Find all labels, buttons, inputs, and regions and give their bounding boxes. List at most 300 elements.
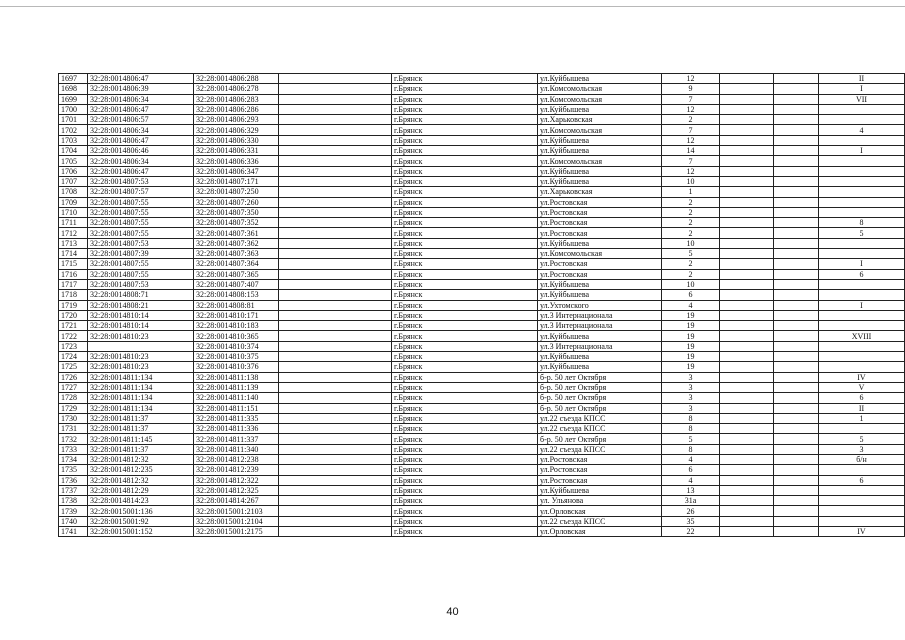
row-number: 1705 — [59, 156, 88, 166]
street-cell: ул.Орловская — [538, 527, 662, 537]
city-cell: г.Брянск — [392, 382, 538, 392]
empty-cell — [279, 413, 392, 423]
empty-cell — [774, 424, 819, 434]
city-cell: г.Брянск — [392, 362, 538, 372]
table-row — [59, 146, 905, 156]
empty-cell — [720, 74, 774, 84]
house-number-cell: 2 — [662, 228, 720, 238]
street-cell: ул.22 съезда КПСС — [538, 413, 662, 423]
premises-number-cell — [819, 115, 905, 125]
land-cadastral-number: 32:28:0014811:37 — [88, 413, 194, 423]
object-cadastral-number: 32:28:0014807:362 — [194, 238, 279, 248]
empty-cell — [774, 207, 819, 217]
object-cadastral-number: 32:28:0014806:283 — [194, 94, 279, 104]
row-number: 1726 — [59, 372, 88, 382]
city-cell: г.Брянск — [392, 218, 538, 228]
city-cell: г.Брянск — [392, 454, 538, 464]
table-row — [59, 249, 905, 259]
house-number-cell: 13 — [662, 485, 720, 495]
row-number: 1720 — [59, 310, 88, 320]
premises-number-cell: XVIII — [819, 331, 905, 341]
row-number: 1721 — [59, 321, 88, 331]
empty-cell — [774, 94, 819, 104]
row-number: 1708 — [59, 187, 88, 197]
land-cadastral-number: 32:28:0014810:23 — [88, 362, 194, 372]
land-cadastral-number: 32:28:0014810:23 — [88, 331, 194, 341]
empty-cell — [720, 434, 774, 444]
empty-cell — [774, 527, 819, 537]
land-cadastral-number: 32:28:0014808:21 — [88, 300, 194, 310]
house-number-cell: 19 — [662, 331, 720, 341]
street-cell: ул.Куйбышева — [538, 352, 662, 362]
object-cadastral-number: 32:28:0014807:365 — [194, 269, 279, 279]
city-cell: г.Брянск — [392, 506, 538, 516]
table-row — [59, 176, 905, 186]
empty-cell — [279, 403, 392, 413]
empty-cell — [720, 475, 774, 485]
city-cell: г.Брянск — [392, 424, 538, 434]
premises-number-cell: 6 — [819, 393, 905, 403]
table-row — [59, 465, 905, 475]
row-number: 1714 — [59, 249, 88, 259]
empty-cell — [279, 516, 392, 526]
table-row — [59, 403, 905, 413]
street-cell: ул.Ростовская — [538, 207, 662, 217]
empty-cell — [774, 218, 819, 228]
row-number: 1725 — [59, 362, 88, 372]
house-number-cell: 1 — [662, 187, 720, 197]
object-cadastral-number: 32:28:0014810:183 — [194, 321, 279, 331]
premises-number-cell: II — [819, 74, 905, 84]
object-cadastral-number: 32:28:0014812:239 — [194, 465, 279, 475]
city-cell: г.Брянск — [392, 485, 538, 495]
city-cell: г.Брянск — [392, 321, 538, 331]
table-row — [59, 454, 905, 464]
empty-cell — [279, 496, 392, 506]
house-number-cell: 31а — [662, 496, 720, 506]
empty-cell — [774, 197, 819, 207]
empty-cell — [774, 84, 819, 94]
table-row — [59, 259, 905, 269]
premises-number-cell — [819, 321, 905, 331]
land-cadastral-number: 32:28:0014807:55 — [88, 269, 194, 279]
city-cell: г.Брянск — [392, 135, 538, 145]
street-cell: ул.Ростовская — [538, 228, 662, 238]
row-number: 1700 — [59, 104, 88, 114]
object-cadastral-number: 32:28:0014806:278 — [194, 84, 279, 94]
empty-cell — [279, 115, 392, 125]
house-number-cell: 35 — [662, 516, 720, 526]
city-cell: г.Брянск — [392, 259, 538, 269]
empty-cell — [279, 424, 392, 434]
land-cadastral-number: 32:28:0014812:32 — [88, 475, 194, 485]
premises-number-cell: б/н — [819, 454, 905, 464]
city-cell: г.Брянск — [392, 352, 538, 362]
empty-cell — [774, 382, 819, 392]
row-number: 1739 — [59, 506, 88, 516]
street-cell: ул.Куйбышева — [538, 104, 662, 114]
empty-cell — [774, 310, 819, 320]
table-row — [59, 310, 905, 320]
city-cell: г.Брянск — [392, 74, 538, 84]
empty-cell — [279, 125, 392, 135]
row-number: 1734 — [59, 454, 88, 464]
premises-number-cell — [819, 341, 905, 351]
street-cell: б-р. 50 лет Октября — [538, 434, 662, 444]
land-cadastral-number: 32:28:0014811:134 — [88, 393, 194, 403]
street-cell: ул.Ростовская — [538, 454, 662, 464]
row-number: 1731 — [59, 424, 88, 434]
object-cadastral-number: 32:28:0014806:336 — [194, 156, 279, 166]
row-number: 1712 — [59, 228, 88, 238]
row-number: 1740 — [59, 516, 88, 526]
table-row — [59, 352, 905, 362]
row-number: 1733 — [59, 444, 88, 454]
street-cell: ул.Куйбышева — [538, 485, 662, 495]
object-cadastral-number: 32:28:0014807:250 — [194, 187, 279, 197]
empty-cell — [720, 84, 774, 94]
object-cadastral-number: 32:28:0014812:238 — [194, 454, 279, 464]
city-cell: г.Брянск — [392, 527, 538, 537]
empty-cell — [720, 125, 774, 135]
premises-number-cell: 5 — [819, 434, 905, 444]
registry-table — [58, 73, 905, 537]
land-cadastral-number: 32:28:0014811:37 — [88, 424, 194, 434]
empty-cell — [720, 300, 774, 310]
house-number-cell: 5 — [662, 434, 720, 444]
premises-number-cell — [819, 135, 905, 145]
land-cadastral-number: 32:28:0014807:55 — [88, 207, 194, 217]
empty-cell — [720, 166, 774, 176]
land-cadastral-number: 32:28:0014807:53 — [88, 176, 194, 186]
city-cell: г.Брянск — [392, 125, 538, 135]
premises-number-cell — [819, 290, 905, 300]
row-number: 1698 — [59, 84, 88, 94]
empty-cell — [774, 352, 819, 362]
house-number-cell: 3 — [662, 403, 720, 413]
street-cell: ул.Ростовская — [538, 475, 662, 485]
object-cadastral-number: 32:28:0014806:293 — [194, 115, 279, 125]
row-number: 1701 — [59, 115, 88, 125]
empty-cell — [720, 403, 774, 413]
empty-cell — [279, 393, 392, 403]
street-cell: ул.Харьковская — [538, 115, 662, 125]
premises-number-cell — [819, 424, 905, 434]
street-cell: ул.Харьковская — [538, 187, 662, 197]
house-number-cell: 2 — [662, 207, 720, 217]
house-number-cell: 22 — [662, 527, 720, 537]
city-cell: г.Брянск — [392, 146, 538, 156]
street-cell: ул.Куйбышева — [538, 290, 662, 300]
object-cadastral-number: 32:28:0014811:139 — [194, 382, 279, 392]
object-cadastral-number: 32:28:0014806:347 — [194, 166, 279, 176]
city-cell: г.Брянск — [392, 300, 538, 310]
house-number-cell: 7 — [662, 125, 720, 135]
land-cadastral-number: 32:28:0014811:134 — [88, 382, 194, 392]
street-cell: ул.Комсомольская — [538, 125, 662, 135]
empty-cell — [279, 269, 392, 279]
empty-cell — [720, 454, 774, 464]
empty-cell — [720, 104, 774, 114]
land-cadastral-number: 32:28:0014807:53 — [88, 238, 194, 248]
empty-cell — [279, 238, 392, 248]
table-row — [59, 362, 905, 372]
empty-cell — [720, 94, 774, 104]
empty-cell — [774, 156, 819, 166]
empty-cell — [279, 341, 392, 351]
house-number-cell: 8 — [662, 424, 720, 434]
empty-cell — [720, 331, 774, 341]
object-cadastral-number: 32:28:0014807:364 — [194, 259, 279, 269]
city-cell: г.Брянск — [392, 176, 538, 186]
house-number-cell: 5 — [662, 249, 720, 259]
city-cell: г.Брянск — [392, 156, 538, 166]
empty-cell — [279, 434, 392, 444]
row-number: 1737 — [59, 485, 88, 495]
street-cell: ул.Куйбышева — [538, 74, 662, 84]
street-cell: ул.Ростовская — [538, 259, 662, 269]
table-row — [59, 187, 905, 197]
empty-cell — [774, 187, 819, 197]
land-cadastral-number — [88, 341, 194, 351]
land-cadastral-number: 32:28:0014810:14 — [88, 321, 194, 331]
table-row — [59, 382, 905, 392]
city-cell: г.Брянск — [392, 393, 538, 403]
empty-cell — [774, 403, 819, 413]
empty-cell — [720, 465, 774, 475]
object-cadastral-number: 32:28:0014806:330 — [194, 135, 279, 145]
object-cadastral-number: 32:28:0014811:138 — [194, 372, 279, 382]
street-cell: ул.22 съезда КПСС — [538, 516, 662, 526]
object-cadastral-number: 32:28:0014810:374 — [194, 341, 279, 351]
empty-cell — [774, 465, 819, 475]
registry-table-body — [59, 74, 905, 537]
street-cell: б-р. 50 лет Октября — [538, 372, 662, 382]
street-cell: ул.Ухтомского — [538, 300, 662, 310]
row-number: 1716 — [59, 269, 88, 279]
object-cadastral-number: 32:28:0014811:140 — [194, 393, 279, 403]
house-number-cell: 12 — [662, 74, 720, 84]
row-number: 1719 — [59, 300, 88, 310]
street-cell: б-р. 50 лет Октября — [538, 403, 662, 413]
table-row — [59, 228, 905, 238]
premises-number-cell — [819, 506, 905, 516]
empty-cell — [774, 434, 819, 444]
table-row — [59, 485, 905, 495]
empty-cell — [774, 506, 819, 516]
premises-number-cell — [819, 485, 905, 495]
empty-cell — [720, 259, 774, 269]
object-cadastral-number: 32:28:0014806:288 — [194, 74, 279, 84]
premises-number-cell: I — [819, 259, 905, 269]
empty-cell — [720, 382, 774, 392]
object-cadastral-number: 32:28:0014814:267 — [194, 496, 279, 506]
street-cell: ул.22 съезда КПСС — [538, 444, 662, 454]
empty-cell — [774, 300, 819, 310]
empty-cell — [279, 352, 392, 362]
city-cell: г.Брянск — [392, 279, 538, 289]
empty-cell — [720, 156, 774, 166]
empty-cell — [774, 444, 819, 454]
empty-cell — [774, 393, 819, 403]
premises-number-cell — [819, 279, 905, 289]
empty-cell — [774, 413, 819, 423]
table-row — [59, 496, 905, 506]
empty-cell — [279, 485, 392, 495]
premises-number-cell — [819, 176, 905, 186]
empty-cell — [720, 413, 774, 423]
house-number-cell: 8 — [662, 444, 720, 454]
row-number: 1706 — [59, 166, 88, 176]
house-number-cell: 19 — [662, 341, 720, 351]
premises-number-cell — [819, 362, 905, 372]
city-cell: г.Брянск — [392, 84, 538, 94]
street-cell: ул.3 Интернационала — [538, 341, 662, 351]
object-cadastral-number: 32:28:0014806:286 — [194, 104, 279, 114]
premises-number-cell: 6 — [819, 475, 905, 485]
empty-cell — [774, 372, 819, 382]
street-cell: ул.Куйбышева — [538, 135, 662, 145]
house-number-cell: 4 — [662, 475, 720, 485]
scan-edge-line — [0, 6, 905, 7]
object-cadastral-number: 32:28:0014812:322 — [194, 475, 279, 485]
city-cell: г.Брянск — [392, 372, 538, 382]
object-cadastral-number: 32:28:0014807:260 — [194, 197, 279, 207]
house-number-cell: 10 — [662, 238, 720, 248]
empty-cell — [279, 300, 392, 310]
house-number-cell: 6 — [662, 465, 720, 475]
house-number-cell: 10 — [662, 176, 720, 186]
city-cell: г.Брянск — [392, 238, 538, 248]
land-cadastral-number: 32:28:0014811:134 — [88, 372, 194, 382]
table-row — [59, 218, 905, 228]
empty-cell — [774, 279, 819, 289]
city-cell: г.Брянск — [392, 475, 538, 485]
empty-cell — [279, 362, 392, 372]
table-row — [59, 506, 905, 516]
table-row — [59, 207, 905, 217]
object-cadastral-number: 32:28:0014808:81 — [194, 300, 279, 310]
land-cadastral-number: 32:28:0015001:92 — [88, 516, 194, 526]
empty-cell — [279, 135, 392, 145]
city-cell: г.Брянск — [392, 444, 538, 454]
street-cell: ул.3 Интернационала — [538, 310, 662, 320]
premises-number-cell: I — [819, 300, 905, 310]
house-number-cell: 12 — [662, 104, 720, 114]
street-cell: ул.Комсомольская — [538, 249, 662, 259]
empty-cell — [720, 218, 774, 228]
empty-cell — [279, 104, 392, 114]
row-number: 1735 — [59, 465, 88, 475]
table-row — [59, 125, 905, 135]
empty-cell — [279, 207, 392, 217]
house-number-cell: 8 — [662, 413, 720, 423]
empty-cell — [774, 146, 819, 156]
street-cell: ул.Куйбышева — [538, 166, 662, 176]
empty-cell — [774, 341, 819, 351]
empty-cell — [774, 516, 819, 526]
table-row — [59, 279, 905, 289]
street-cell: ул.Куйбышева — [538, 331, 662, 341]
empty-cell — [279, 475, 392, 485]
land-cadastral-number: 32:28:0014806:47 — [88, 74, 194, 84]
empty-cell — [774, 259, 819, 269]
empty-cell — [720, 115, 774, 125]
premises-number-cell: I — [819, 84, 905, 94]
house-number-cell: 2 — [662, 218, 720, 228]
street-cell: ул.Куйбышева — [538, 362, 662, 372]
object-cadastral-number: 32:28:0014812:325 — [194, 485, 279, 495]
premises-number-cell — [819, 197, 905, 207]
premises-number-cell — [819, 207, 905, 217]
city-cell: г.Брянск — [392, 465, 538, 475]
table-row — [59, 475, 905, 485]
land-cadastral-number: 32:28:0014806:46 — [88, 146, 194, 156]
premises-number-cell: 5 — [819, 228, 905, 238]
object-cadastral-number: 32:28:0014811:335 — [194, 413, 279, 423]
table-row — [59, 321, 905, 331]
city-cell: г.Брянск — [392, 331, 538, 341]
house-number-cell: 3 — [662, 393, 720, 403]
land-cadastral-number: 32:28:0014811:134 — [88, 403, 194, 413]
empty-cell — [720, 321, 774, 331]
land-cadastral-number: 32:28:0014812:235 — [88, 465, 194, 475]
land-cadastral-number: 32:28:0014807:55 — [88, 259, 194, 269]
premises-number-cell — [819, 249, 905, 259]
premises-number-cell: I — [819, 146, 905, 156]
object-cadastral-number: 32:28:0014810:171 — [194, 310, 279, 320]
land-cadastral-number: 32:28:0014812:32 — [88, 454, 194, 464]
premises-number-cell — [819, 352, 905, 362]
land-cadastral-number: 32:28:0014807:55 — [88, 218, 194, 228]
object-cadastral-number: 32:28:0014807:352 — [194, 218, 279, 228]
land-cadastral-number: 32:28:0014807:53 — [88, 279, 194, 289]
house-number-cell: 14 — [662, 146, 720, 156]
land-cadastral-number: 32:28:0014808:71 — [88, 290, 194, 300]
street-cell: ул.Куйбышева — [538, 279, 662, 289]
land-cadastral-number: 32:28:0014806:34 — [88, 94, 194, 104]
row-number: 1697 — [59, 74, 88, 84]
empty-cell — [279, 197, 392, 207]
empty-cell — [774, 496, 819, 506]
table-row — [59, 444, 905, 454]
land-cadastral-number: 32:28:0014807:39 — [88, 249, 194, 259]
empty-cell — [720, 372, 774, 382]
house-number-cell: 12 — [662, 135, 720, 145]
city-cell: г.Брянск — [392, 197, 538, 207]
land-cadastral-number: 32:28:0014807:55 — [88, 197, 194, 207]
empty-cell — [774, 362, 819, 372]
empty-cell — [774, 74, 819, 84]
empty-cell — [279, 382, 392, 392]
city-cell: г.Брянск — [392, 434, 538, 444]
empty-cell — [279, 331, 392, 341]
empty-cell — [279, 506, 392, 516]
empty-cell — [279, 310, 392, 320]
table-row — [59, 115, 905, 125]
land-cadastral-number: 32:28:0014812:29 — [88, 485, 194, 495]
city-cell: г.Брянск — [392, 249, 538, 259]
table-row — [59, 393, 905, 403]
house-number-cell: 4 — [662, 454, 720, 464]
house-number-cell: 2 — [662, 197, 720, 207]
empty-cell — [720, 269, 774, 279]
land-cadastral-number: 32:28:0014806:34 — [88, 156, 194, 166]
empty-cell — [279, 74, 392, 84]
empty-cell — [720, 146, 774, 156]
table-row — [59, 197, 905, 207]
empty-cell — [720, 135, 774, 145]
